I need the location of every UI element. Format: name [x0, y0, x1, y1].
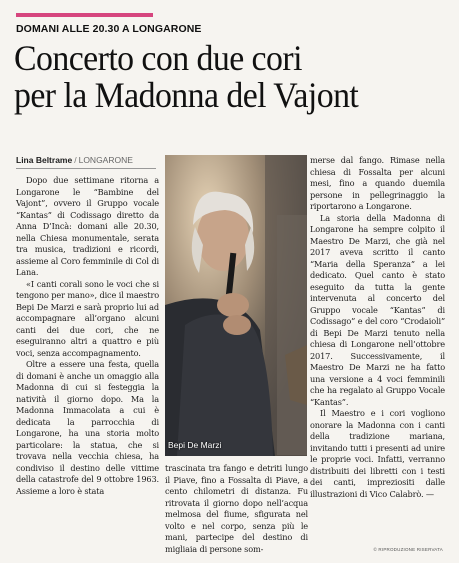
byline-place: LONGARONE: [78, 155, 133, 165]
kicker: DOMANI ALLE 20.30 A LONGARONE: [16, 23, 202, 35]
article-column-2: [165, 463, 308, 555]
headline-line-1: Concerto con due cori: [14, 38, 302, 78]
paragraph: merse dal fango. Rimase nella chiesa di Fossalta per alcuni mesi, fino a quando duemila persone in pellegrinaggio la riportarono a Longarone.: [310, 155, 445, 211]
paragraph: Oltre a essere una festa, quella di domani è anche un omaggio alla Madonna di cui si festeggia la natività il giorno dopo. Ma la Madonna Immacolata a cui è dedicata la parrocchia di Longarone, ha una storia molto particolare: la statua, che si trovava nella vecchia chiesa, ha condiviso il destino delle vittime della catastrofe del 9 ottobre 1963. Assieme a loro è stata: [16, 359, 159, 496]
paragraph: «I canti corali sono le voci che si tengono per mano», dice il maestro Bepi De Marzi e sarà proprio lui ad accompagnare all’organo alcuni canti dei due cori, che ne eseguiranno altri a quattro e più voci, senza accompagnamento.: [16, 278, 159, 358]
paragraph: trascinata tra fango e detriti lungo il Piave, fino a Fossalta di Piave, a cento chilometri di distanza. Fu ritrovata il giorno dopo nell’acqua melmosa del fiume, sfigurata nel volto e nel corpo, senza più le mani, partecipe del destino di migliaia di persone som-: [165, 463, 308, 554]
headline-line-2: per la Madonna del Vajont: [14, 75, 359, 115]
article-column-1: [16, 175, 159, 497]
byline-rule: [16, 168, 156, 169]
paragraph: Dopo due settimane ritorna a Longarone le “Bambine del Vajont”, ovvero il Gruppo vocale “Kantas” di Codissago diretto da Anna D’Incà: domani alle 20.30, nella Chiesa monumentale, serata tra musica, tradizioni e ricordi, assieme al Coro femminile di Col di Lana.: [16, 175, 159, 277]
photo-caption: Bepi De Marzi: [168, 440, 222, 450]
article-column-3: [310, 155, 445, 500]
accent-bar: [16, 13, 153, 17]
article-photo: [165, 155, 307, 456]
photo-illustration: [165, 155, 307, 456]
paragraph: Il Maestro e i cori vogliono onorare la Madonna con i canti della tradizione mariana, invitando tutti i presenti ad unire le proprie voci. Infatti, verranno distribuiti dei libretti con i testi dei canti, impreziositi dalle illustrazioni di Vico Calabrò. —: [310, 408, 445, 499]
headline: [14, 40, 428, 114]
byline: Lina Beltrame / LONGARONE: [16, 155, 133, 165]
copyright-notice: © RIPRODUZIONE RISERVATA: [373, 547, 443, 552]
paragraph: La storia della Madonna di Longarone ha sempre colpito il Maestro De Marzi, che già nel 2017 aveva scritto il canto “Maria della Speranza” a lei dedicato. Quel canto è stato eseguito da tutta la gente intervenuta al concerto del Gruppo vocale “Kantas” di Codissago” e del coro “Crodaioli” di Bepi De Marzi tenuto nella chiesa di Longarone nell’ottobre 2017. Successivamente, il Maestro De Marzi ne ha fatto una versione a 4 voci femminili che ha regalato al Gruppo Vocale “Kantas”.: [310, 212, 445, 407]
byline-author: Lina Beltrame: [16, 155, 73, 165]
